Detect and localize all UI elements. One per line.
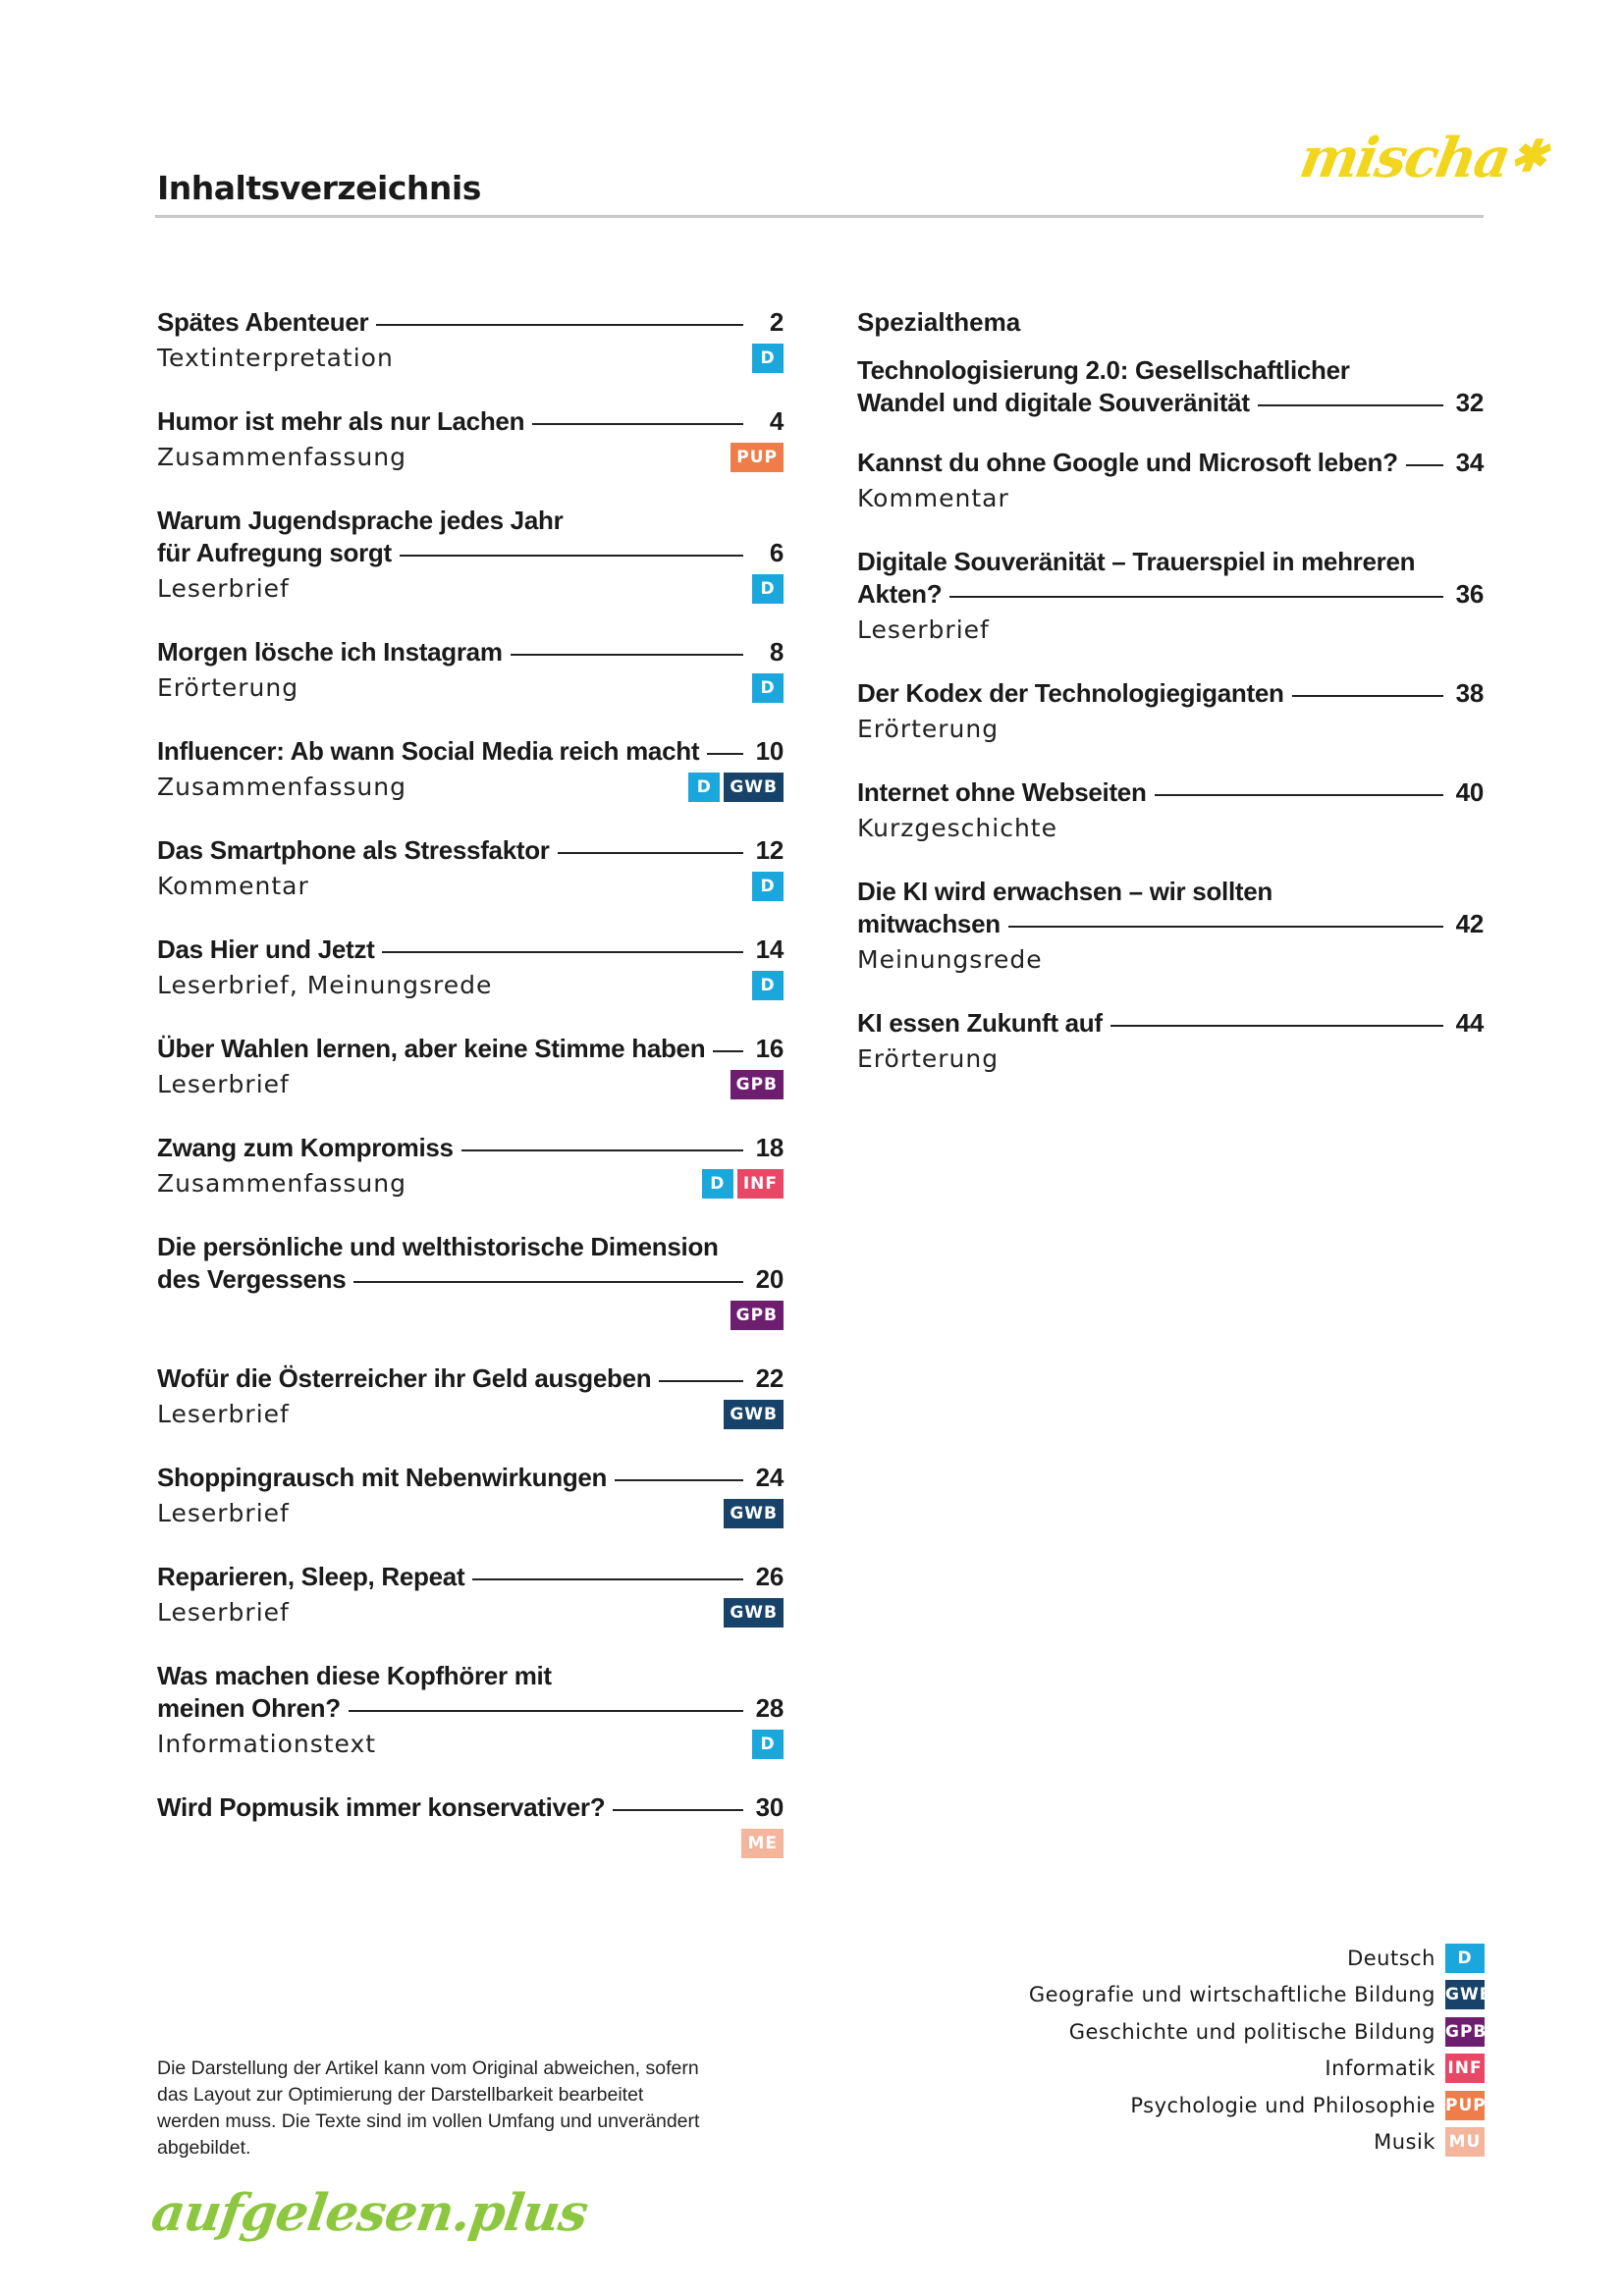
toc-title-line: [157, 1692, 784, 1725]
page-number: 30: [755, 1792, 784, 1822]
toc-entry-type: Erörterung: [157, 673, 299, 702]
toc-entry-title: [157, 1660, 784, 1725]
toc-entry-title: [157, 306, 784, 339]
legend-item: [982, 2051, 1485, 2088]
toc-entry-type: Erörterung: [857, 715, 1000, 743]
legend-item: [982, 2087, 1485, 2124]
toc-entry[interactable]: [857, 354, 1484, 419]
toc-title-line: Die persönliche und welthistorische Dimension: [157, 1232, 719, 1261]
title-divider: [155, 215, 1484, 218]
toc-entry[interactable]: [157, 1033, 784, 1104]
toc-entry[interactable]: [157, 735, 784, 807]
toc-entry-type: Leserbrief: [857, 615, 990, 644]
toc-title-line: [157, 1561, 784, 1593]
subject-badges: [688, 773, 784, 802]
leader-line: [461, 1149, 743, 1151]
subject-badge-d: D: [752, 1730, 784, 1759]
subject-badge-d: D: [688, 773, 720, 802]
toc-entry-meta: [157, 1395, 784, 1434]
toc-entry[interactable]: [157, 636, 784, 708]
subject-badge-pup: PUP: [1445, 2091, 1485, 2120]
subject-badge-gwb: GWB: [1445, 1980, 1485, 2009]
page-number: 34: [1455, 448, 1484, 477]
leader-line: [659, 1380, 743, 1382]
toc-title-text: Spätes Abenteuer: [157, 307, 369, 337]
toc-title-line: [157, 306, 784, 339]
toc-entry[interactable]: [157, 1362, 784, 1434]
leader-line: [1110, 1025, 1443, 1027]
page-number: 24: [755, 1463, 784, 1492]
leader-line: [376, 324, 743, 326]
subject-badge-me: ME: [741, 1829, 784, 1858]
toc-title-text: Kannst du ohne Google und Microsoft leben?: [857, 448, 1398, 477]
subject-badge-gwb: GWB: [724, 1598, 784, 1628]
toc-title-text: Influencer: Ab wann Social Media reich macht: [157, 736, 700, 766]
subject-badge-gwb: GWB: [724, 773, 784, 802]
toc-entry-title: [857, 677, 1484, 710]
leader-line: [613, 1809, 743, 1811]
toc-entry-title: [157, 1791, 784, 1824]
legend-label: Deutsch: [1347, 1946, 1435, 1970]
toc-title-text: Akten?: [857, 579, 943, 609]
toc-entry-meta: [157, 1593, 784, 1632]
toc-entry-meta: [857, 479, 1484, 518]
subject-badge-d: D: [752, 971, 784, 1000]
subject-badges: [731, 443, 784, 472]
toc-entry-title: [157, 735, 784, 768]
logo-mischa: [1295, 126, 1550, 190]
toc-title-text: Reparieren, Sleep, Repeat: [157, 1562, 465, 1591]
page-number: 32: [1455, 388, 1484, 417]
subject-badges: [702, 1169, 784, 1199]
legend-label: Geografie und wirtschaftliche Bildung: [1028, 1983, 1435, 2007]
toc-entry-meta: [157, 1824, 784, 1863]
toc-title-line: [157, 405, 784, 438]
subject-badges: [752, 673, 784, 703]
toc-entry-title: [157, 934, 784, 966]
logo-aufgelesen: aufgelesen.plus: [147, 2183, 591, 2243]
logo-text: mischa: [1295, 126, 1514, 190]
leader-line: [400, 555, 743, 557]
leader-line: [353, 1281, 743, 1283]
page-title: Inhaltsverzeichnis: [157, 169, 481, 207]
toc-title-line: [157, 735, 784, 768]
legend-item: [982, 1977, 1493, 2014]
toc-title-text: Das Smartphone als Stressfaktor: [157, 835, 550, 865]
toc-entry-title: [857, 776, 1484, 809]
toc-title-text: Der Kodex der Technologiegiganten: [857, 678, 1284, 708]
leader-line: [558, 852, 743, 854]
toc-title-text: für Aufregung sorgt: [157, 538, 392, 567]
toc-entry-title: [857, 447, 1484, 479]
toc-title-line: Was machen diese Kopfhörer mit: [157, 1661, 552, 1690]
toc-entry-type: Erörterung: [857, 1044, 1000, 1073]
subject-badges: [724, 1598, 784, 1628]
toc-entry-meta: [857, 940, 1484, 980]
subject-badges: [752, 872, 784, 901]
page-number: 16: [755, 1034, 784, 1063]
toc-title-line: [857, 387, 1484, 419]
toc-entry-type: Zusammenfassung: [157, 773, 406, 801]
page-number: 28: [755, 1693, 784, 1723]
legend-item: [982, 2013, 1488, 2051]
subject-badges: [752, 1730, 784, 1759]
toc-title-text: Humor ist mehr als nur Lachen: [157, 406, 525, 436]
page-number: 2: [769, 307, 784, 337]
toc-entry-meta: [157, 668, 784, 708]
subject-legend: [982, 1940, 1493, 2161]
leader-line: [1258, 404, 1443, 406]
toc-entry-meta: [157, 867, 784, 906]
page-number: 4: [769, 406, 784, 436]
disclaimer-text: Die Darstellung der Artikel kann vom Original abweichen, sofern das Layout zur Optimierung der Darstellbarkeit bearbeitet werden muss. Die Texte sind im vollen Umfang und unverändert abgebildet.: [157, 2057, 700, 2159]
toc-entry-meta: [157, 339, 784, 378]
page-number: 18: [755, 1133, 784, 1162]
subject-badge-inf: INF: [737, 1169, 784, 1199]
toc-entry[interactable]: [157, 1660, 784, 1764]
leader-line: [949, 596, 1443, 598]
legend-item: [982, 1940, 1485, 1977]
page-number: 8: [769, 637, 784, 667]
toc-entry[interactable]: [857, 776, 1484, 848]
toc-title-line: [857, 908, 1484, 940]
toc-entry-type: Leserbrief: [157, 1598, 290, 1627]
toc-title-text: Wofür die Österreicher ihr Geld ausgeben: [157, 1363, 652, 1393]
toc-entry-type: Zusammenfassung: [157, 443, 406, 471]
page-number: 6: [769, 538, 784, 567]
toc-entry[interactable]: [157, 1791, 784, 1863]
toc-title-line: [157, 1791, 784, 1824]
toc-entry-meta: [157, 1296, 784, 1335]
toc-title-line: [157, 636, 784, 668]
toc-entry-title: [857, 354, 1484, 419]
toc-entry-meta: [857, 809, 1484, 848]
subject-badge-d: D: [752, 574, 784, 604]
toc-title-text: KI essen Zukunft auf: [857, 1008, 1103, 1038]
toc-title-text: Das Hier und Jetzt: [157, 934, 375, 964]
subject-badges: [731, 1070, 784, 1099]
toc-entry[interactable]: [157, 1132, 784, 1203]
toc-entry-meta: [857, 611, 1484, 650]
page-number: 26: [755, 1562, 784, 1591]
toc-entry-type: Kommentar: [857, 484, 1009, 512]
leader-line: [382, 951, 743, 953]
toc-entry-title: [157, 1033, 784, 1065]
toc-title-text: Wird Popmusik immer konservativer?: [157, 1792, 606, 1822]
leader-line: [349, 1710, 743, 1712]
toc-entry-title: [157, 1561, 784, 1593]
toc-entry-title: [157, 1362, 784, 1395]
leader-line: [511, 654, 743, 656]
subject-badge-d: D: [752, 344, 784, 373]
toc-title-line: Digitale Souveränität – Trauerspiel in mehreren: [857, 547, 1416, 576]
subject-badges: [752, 574, 784, 604]
toc-title-line: [857, 776, 1484, 809]
leader-line: [1292, 695, 1443, 697]
page-number: 40: [1455, 777, 1484, 807]
toc-entry-type: Leserbrief, Meinungsrede: [157, 971, 493, 999]
toc-title-text: des Vergessens: [157, 1264, 347, 1294]
toc-entry[interactable]: [857, 447, 1484, 518]
toc-entry-type: Leserbrief: [157, 1499, 290, 1527]
subject-badge-d: D: [702, 1169, 733, 1199]
toc-entry-type: Leserbrief: [157, 574, 290, 603]
star-icon: ✱: [1505, 132, 1549, 182]
subject-badges: [741, 1829, 784, 1858]
subject-badge-mu: MU: [1445, 2127, 1485, 2157]
legend-item: [982, 2124, 1485, 2162]
page-number: 22: [755, 1363, 784, 1393]
toc-entry-meta: [157, 768, 784, 807]
toc-entry-type: Textinterpretation: [157, 344, 394, 372]
toc-entry[interactable]: [157, 505, 784, 609]
leader-line: [1406, 464, 1443, 466]
subject-badge-d: D: [752, 673, 784, 703]
toc-entry-meta: [157, 569, 784, 609]
toc-entry-meta: [157, 1725, 784, 1764]
toc-entry-type: Kurzgeschichte: [857, 814, 1057, 842]
toc-entry-type: Leserbrief: [157, 1400, 290, 1428]
subject-badges: [724, 1499, 784, 1528]
leader-line: [615, 1479, 743, 1481]
toc-entry-type: Zusammenfassung: [157, 1169, 406, 1198]
spezialthema-heading: Spezialthema: [857, 307, 1021, 337]
toc-entry-meta: [857, 710, 1484, 749]
legend-label: Geschichte und politische Bildung: [1068, 2019, 1435, 2044]
page-number: 36: [1455, 579, 1484, 609]
toc-entry[interactable]: [157, 1231, 784, 1335]
subject-badge-pup: PUP: [731, 443, 784, 472]
toc-title-line: Technologisierung 2.0: Gesellschaftlicher: [857, 355, 1350, 385]
toc-entry-meta: [157, 1494, 784, 1533]
toc-entry[interactable]: [157, 1561, 784, 1632]
toc-entry-meta: [857, 1040, 1484, 1079]
subject-badge-gpb: GPB: [731, 1301, 784, 1330]
toc-title-line: Die KI wird erwachsen – wir sollten: [857, 877, 1272, 906]
subject-badges: [752, 344, 784, 373]
toc-right-column: [857, 306, 1484, 1106]
leader-line: [472, 1578, 743, 1580]
toc-entry-meta: [157, 1065, 784, 1104]
toc-entry-title: [157, 834, 784, 867]
toc-entry-title: [157, 1462, 784, 1494]
subject-badge-gwb: GWB: [724, 1400, 784, 1429]
toc-entry-meta: [157, 966, 784, 1005]
toc-title-text: Über Wahlen lernen, aber keine Stimme haben: [157, 1034, 706, 1063]
subject-badge-inf: INF: [1445, 2054, 1485, 2083]
legend-label: Informatik: [1325, 2056, 1435, 2081]
toc-title-line: [157, 1132, 784, 1164]
toc-entry-meta: [157, 438, 784, 477]
toc-left-column: [157, 306, 784, 1891]
toc-title-line: [857, 578, 1484, 611]
toc-entry-type: Kommentar: [157, 872, 309, 900]
page-number: 14: [755, 934, 784, 964]
leader-line: [1008, 926, 1443, 928]
toc-title-line: [857, 447, 1484, 479]
toc-entry[interactable]: [157, 934, 784, 1005]
toc-entry-title: [157, 1231, 784, 1296]
toc-entry[interactable]: [857, 677, 1484, 749]
toc-title-text: Morgen lösche ich Instagram: [157, 637, 503, 667]
leader-line: [707, 753, 743, 755]
toc-title-line: [857, 1007, 1484, 1040]
subject-badges: [752, 971, 784, 1000]
toc-entry[interactable]: [857, 546, 1484, 650]
toc-title-line: Warum Jugendsprache jedes Jahr: [157, 506, 564, 535]
page-number: 38: [1455, 678, 1484, 708]
toc-entry-title: [157, 505, 784, 569]
subject-badges: [724, 1400, 784, 1429]
toc-entry-title: [157, 405, 784, 438]
subject-badge-d: D: [752, 872, 784, 901]
page-number: 12: [755, 835, 784, 865]
toc-title-text: Internet ohne Webseiten: [857, 777, 1147, 807]
toc-entry-type: Meinungsrede: [857, 945, 1043, 974]
toc-entry-type: Informationstext: [157, 1730, 377, 1758]
toc-entry-title: [857, 876, 1484, 940]
toc-title-line: [157, 1033, 784, 1065]
subject-badges: [731, 1301, 784, 1330]
subject-badge-gpb: GPB: [1445, 2017, 1485, 2047]
toc-title-text: Zwang zum Kompromiss: [157, 1133, 454, 1162]
page-number: 42: [1455, 909, 1484, 938]
toc-title-text: Wandel und digitale Souveränität: [857, 388, 1250, 417]
toc-title-line: [157, 1263, 784, 1296]
toc-entry[interactable]: [857, 876, 1484, 980]
toc-title-text: meinen Ohren?: [157, 1693, 341, 1723]
leader-line: [532, 423, 743, 425]
toc-title-line: [157, 1462, 784, 1494]
toc-entry-title: [857, 546, 1484, 611]
toc-title-line: [157, 934, 784, 966]
subject-badge-gpb: GPB: [731, 1070, 784, 1099]
toc-title-text: Shoppingrausch mit Nebenwirkungen: [157, 1463, 608, 1492]
toc-entry-type: Leserbrief: [157, 1070, 290, 1098]
subject-badge-gwb: GWB: [724, 1499, 784, 1528]
toc-entry[interactable]: [157, 405, 784, 477]
toc-title-line: [157, 834, 784, 867]
leader-line: [713, 1050, 743, 1052]
toc-entry[interactable]: [157, 306, 784, 378]
toc-entry-title: [157, 1132, 784, 1164]
toc-title-line: [157, 1362, 784, 1395]
toc-entry[interactable]: [857, 1007, 1484, 1079]
toc-entry[interactable]: [157, 834, 784, 906]
toc-entry-meta: [157, 1164, 784, 1203]
leader-line: [1155, 794, 1443, 796]
toc-title-text: mitwachsen: [857, 909, 1001, 938]
toc-title-line: [157, 537, 784, 569]
page-number: 20: [755, 1264, 784, 1294]
legend-label: Musik: [1374, 2130, 1435, 2155]
subject-badge-d: D: [1445, 1944, 1485, 1973]
toc-entry[interactable]: [157, 1462, 784, 1533]
page-number: 44: [1455, 1008, 1484, 1038]
toc-title-line: [857, 677, 1484, 710]
legend-label: Psychologie und Philosophie: [1130, 2093, 1435, 2117]
page-number: 10: [755, 736, 784, 766]
toc-entry-title: [157, 636, 784, 668]
toc-entry-title: [857, 1007, 1484, 1040]
